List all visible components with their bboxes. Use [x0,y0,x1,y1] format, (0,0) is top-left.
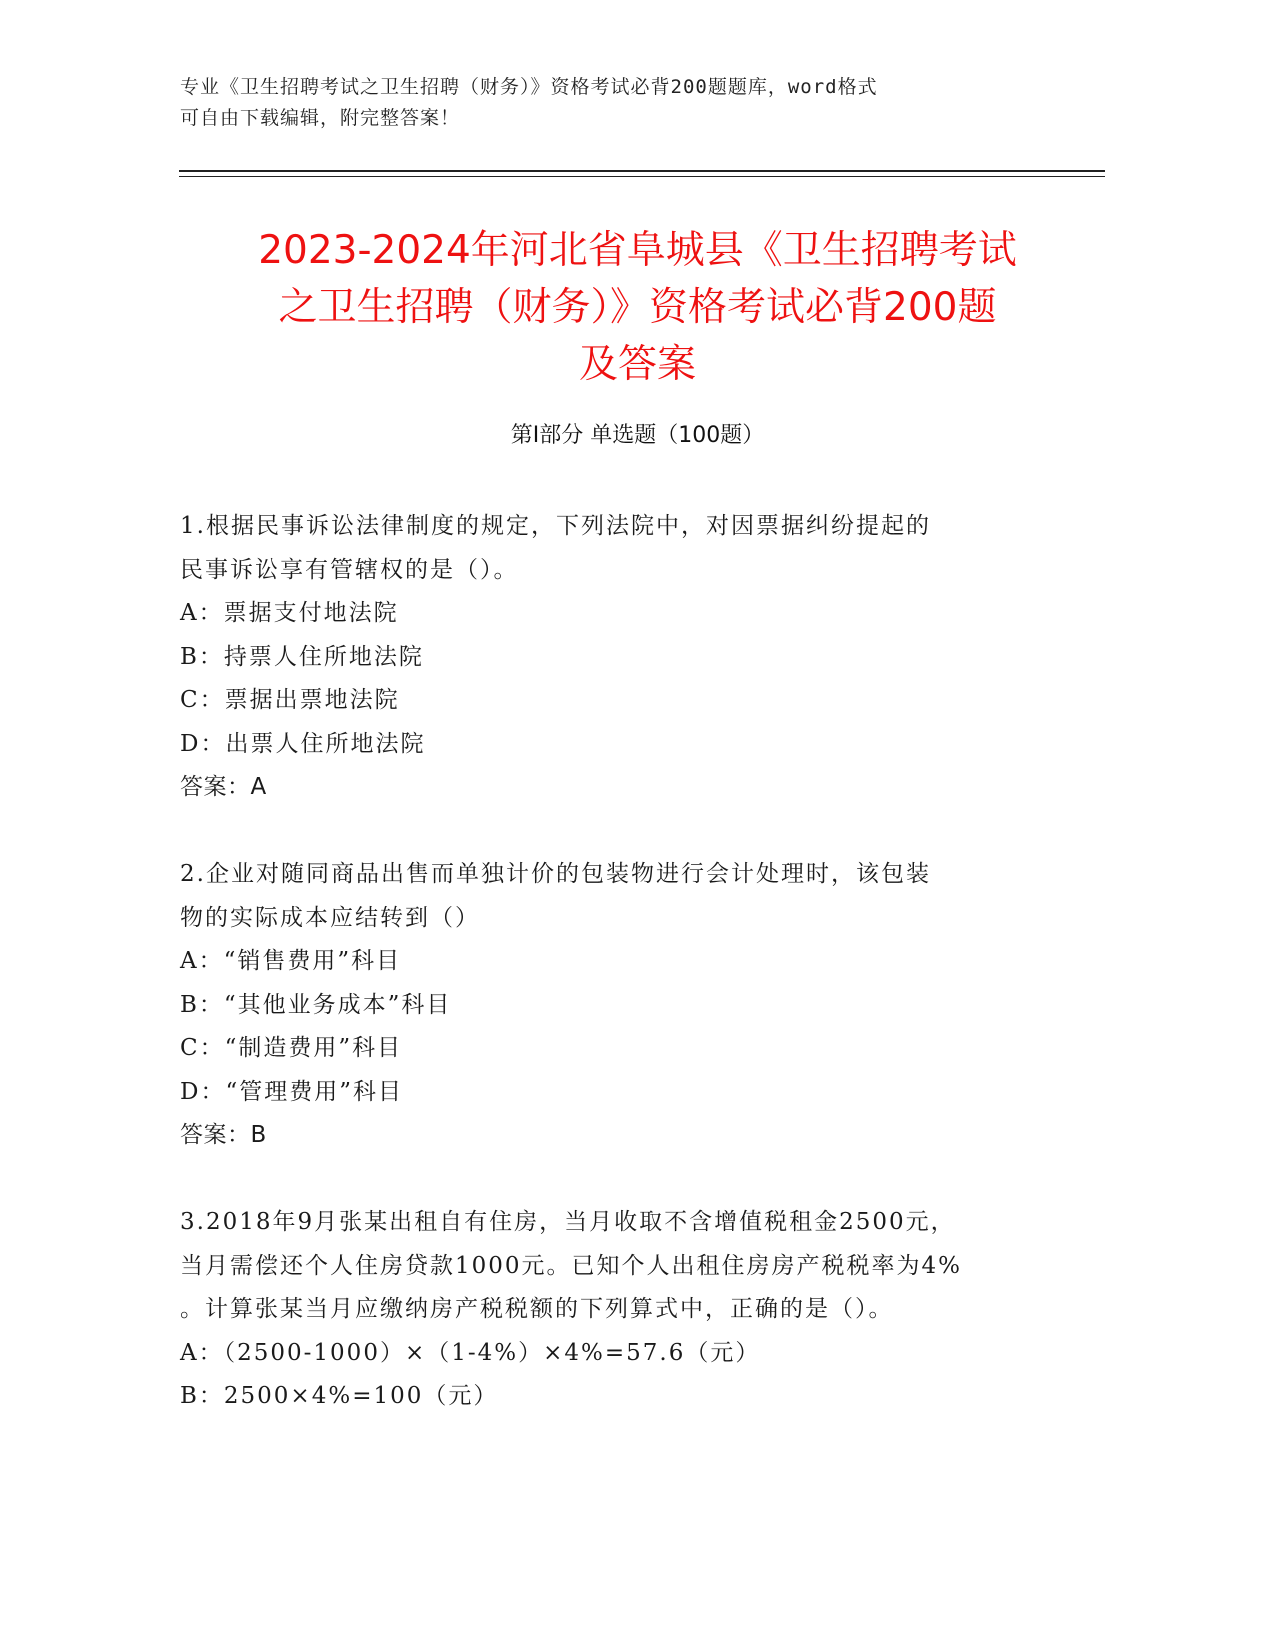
header-note-line: 可自由下载编辑，附完整答案！ [180,107,461,129]
option-d: D：出票人住所地法院 [180,730,426,757]
question-1 [180,505,1060,810]
question-2 [180,853,1060,1158]
option-b: B：2500×4%=100（元） [180,1383,499,1409]
question-stem-line: 3.2018年9月张某出租自有住房，当月收取不含增值税租金2500元， [180,1209,956,1235]
question-stem-line: 当月需偿还个人住房贷款1000元。已知个人出租住房房产税税率为4% [180,1252,963,1279]
option-a: A：（2500-1000）×（1-4%）×4%=57.6（元） [180,1339,761,1366]
option-c: C：“制造费用”科目 [180,1035,403,1061]
option-c: C：票据出票地法院 [180,687,400,713]
header-divider-thin [179,176,1105,177]
question-stem-line: 2.企业对随同商品出售而单独计价的包装物进行会计处理时，该包装 [180,861,931,887]
title-line: 及答案 [578,342,696,387]
title-line: 之卫生招聘（财务）》资格考试必背200题 [278,285,997,330]
question-stem-line: 。计算张某当月应缴纳房产税税额的下列算式中，正确的是（）。 [180,1296,894,1322]
header-note-line: 专业《卫生招聘考试之卫生招聘（财务）》资格考试必背200题题库，word格式 [180,76,878,98]
document-title [160,222,1115,393]
title-line: 2023-2024年河北省阜城县《卫生招聘考试 [258,228,1017,273]
question-stem-line: 民事诉讼享有管辖权的是（）。 [180,556,519,583]
option-b: B：持票人住所地法院 [180,643,424,670]
answer: 答案：B [180,1122,267,1148]
header-note [180,72,1040,134]
option-b: B：“其他业务成本”科目 [180,991,452,1018]
question-stem-line: 物的实际成本应结转到（） [180,904,480,931]
question-stem-line: 1.根据民事诉讼法律制度的规定，下列法院中，对因票据纠纷提起的 [180,513,931,539]
option-d: D：“管理费用”科目 [180,1078,403,1105]
answer: 答案：A [180,774,267,800]
section-heading: 第Ⅰ部分 单选题（100题） [510,423,765,448]
option-a: A：“销售费用”科目 [180,948,402,974]
question-3 [180,1201,1060,1419]
option-a: A：票据支付地法院 [180,600,399,626]
header-divider [179,170,1105,172]
